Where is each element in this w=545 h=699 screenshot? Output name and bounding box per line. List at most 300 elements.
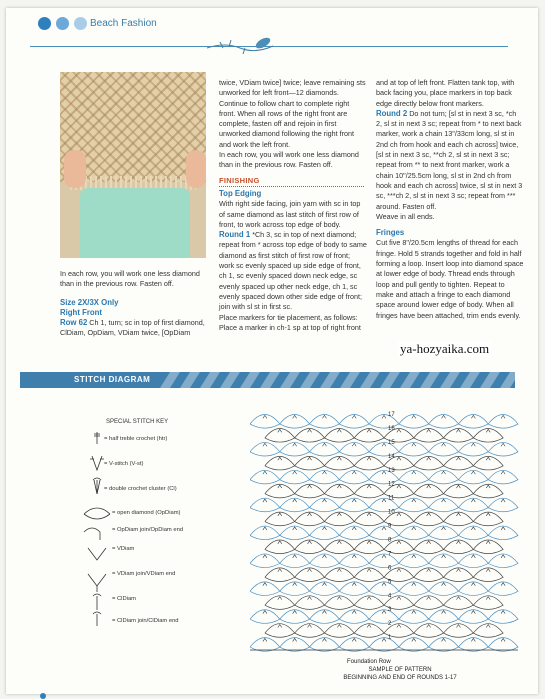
diagram-diamond — [488, 554, 518, 568]
diagram-diamond — [310, 470, 340, 484]
diagram-diamond — [250, 582, 280, 596]
diagram-stitch-mark — [427, 597, 431, 600]
diagram-stitch-mark — [427, 457, 431, 460]
diagram-diamond — [339, 554, 369, 568]
row-number-10: 10 — [388, 509, 395, 516]
diagram-stitch-mark — [471, 471, 475, 474]
diagram-stitch-mark — [442, 415, 446, 418]
diagram-stitch-mark — [337, 513, 341, 516]
sample-line-1: SAMPLE OF PATTERN — [368, 667, 432, 673]
diagram-stitch-mark — [293, 555, 297, 558]
diagram-diamond — [280, 554, 310, 568]
row-number-6: 6 — [388, 565, 392, 572]
col2-p3: In each row, you will work one less diamond than in the previous row. Fasten off. — [219, 150, 359, 170]
sample-line-2: BEGINNING AND END OF ROUNDS 1-17 — [343, 675, 457, 681]
diagram-stitch-mark — [293, 499, 297, 502]
diagram-diamond — [414, 596, 444, 610]
diagram-stitch-mark — [501, 499, 505, 502]
diagram-diamond — [369, 638, 399, 652]
diagram-stitch-mark — [293, 638, 297, 641]
row-number-11: 11 — [388, 495, 395, 502]
diagram-diamond — [444, 428, 474, 442]
diagram-stitch-mark — [308, 513, 312, 516]
diagram-stitch-mark — [382, 611, 386, 614]
diagram-stitch-mark — [471, 583, 475, 586]
diagram-stitch-mark — [367, 625, 371, 628]
diagram-stitch-mark — [471, 499, 475, 502]
diagram-stitch-mark — [278, 429, 282, 432]
round-2-text: Do not turn; [sl st in next 3 sc, *ch 2, sl st in next 3 sc; repeat from * to next back marker, work a chain 13"/33cm long, sl st in 2nd ch from hook and each ch across] twice, [sl st in next 3 sc, **ch 2, sl st in next 3 sc; repeat from ** to next front marker, work a chain 10"/25.5cm long, sl st in 2nd ch from hook and each ch across] twice, sl st in next 3 sc, ***ch 2, sl st in next 3 sc; repeat from *** around. Fasten off. — [376, 108, 523, 211]
diagram-stitch-mark — [456, 513, 460, 516]
row-number-15: 15 — [388, 439, 395, 446]
diagram-stitch-mark — [278, 485, 282, 488]
header-dot-1 — [38, 17, 51, 30]
row-number-12: 12 — [388, 481, 395, 488]
diagram-diamond — [369, 582, 399, 596]
diagram-diamond — [429, 415, 459, 429]
diagram-stitch-mark — [367, 485, 371, 488]
diagram-stitch-mark — [442, 611, 446, 614]
diagram-diamond — [265, 624, 295, 638]
key-htr: = half treble crochet (htr) — [104, 436, 168, 442]
diagram-stitch-mark — [367, 597, 371, 600]
diagram-stitch-mark — [382, 638, 386, 641]
diagram-diamond — [250, 498, 280, 512]
diagram-diamond — [250, 415, 280, 429]
diagram-diamond — [310, 498, 340, 512]
col3-p3: Cut five 8"/20.5cm lengths of thread for each fringe. Hold 5 strands together and fold in half forming a loop. Insert loop into diamond space at lower edge of body. Thread ends through loop and pull gently to tighten. Repeat to make and attach a fringe to each diamond space around lower edge of body. When all fringes have been attached, trim ends evenly. — [376, 238, 524, 320]
fringes-heading: Fringes — [376, 228, 405, 238]
diagram-diamond — [488, 442, 518, 456]
diagram-diamond — [324, 568, 354, 582]
diagram-diamond — [473, 540, 503, 554]
diagram-diamond — [444, 624, 474, 638]
diagram-stitch-mark — [263, 555, 267, 558]
foundation-label: Foundation Row — [347, 659, 391, 665]
diagram-stitch-mark — [293, 583, 297, 586]
diagram-diamond — [458, 638, 488, 652]
diagram-diamond — [339, 582, 369, 596]
column-2 — [219, 78, 367, 333]
diagram-diamond — [458, 415, 488, 429]
seaweed-ornament-icon — [205, 36, 275, 58]
col2-p1: twice, VDiam twice] twice; leave remaining sts unworked for left front—12 diamonds. — [219, 78, 366, 98]
diagram-diamond — [429, 442, 459, 456]
finishing-heading: FINISHING — [219, 175, 260, 185]
diagram-diamond — [354, 624, 384, 638]
diagram-diamond — [399, 610, 429, 624]
diagram-diamond — [429, 498, 459, 512]
diagram-stitch-mark — [486, 569, 490, 572]
diagram-stitch-mark — [486, 597, 490, 600]
diagram-diamond — [399, 582, 429, 596]
diagram-stitch-mark — [352, 583, 356, 586]
diagram-stitch-mark — [352, 471, 356, 474]
diagram-stitch-mark — [322, 555, 326, 558]
diagram-diamond — [458, 554, 488, 568]
diagram-diamond — [473, 428, 503, 442]
diagram-stitch-mark — [486, 485, 490, 488]
diagram-diamond — [399, 498, 429, 512]
diagram-stitch-mark — [337, 457, 341, 460]
diagram-diamond — [399, 638, 429, 652]
row-number-8: 8 — [388, 537, 392, 544]
diagram-stitch-mark — [322, 471, 326, 474]
diagram-diamond — [458, 582, 488, 596]
key-vst: = V-stitch (V-st) — [104, 461, 144, 467]
diagram-stitch-mark — [501, 583, 505, 586]
stitch-chart — [250, 404, 520, 654]
row-number-7: 7 — [388, 551, 392, 558]
diagram-stitch-mark — [322, 611, 326, 614]
diagram-stitch-mark — [412, 555, 416, 558]
diagram-diamond — [324, 456, 354, 470]
diagram-diamond — [458, 470, 488, 484]
diagram-diamond — [339, 470, 369, 484]
diagram-diamond — [310, 415, 340, 429]
diagram-diamond — [414, 512, 444, 526]
diagram-stitch-mark — [337, 485, 341, 488]
diagram-diamond — [295, 568, 325, 582]
diagram-diamond — [339, 610, 369, 624]
diagram-diamond — [458, 610, 488, 624]
diagram-stitch-mark — [501, 527, 505, 530]
diagram-stitch-mark — [456, 457, 460, 460]
diagram-stitch-mark — [456, 485, 460, 488]
diagram-stitch-mark — [382, 583, 386, 586]
diagram-diamond — [265, 568, 295, 582]
size-heading: Size 2X/3X Only — [60, 297, 119, 307]
diagram-stitch-mark — [501, 555, 505, 558]
diagram-diamond — [295, 456, 325, 470]
diagram-diamond — [324, 624, 354, 638]
diagram-stitch-mark — [308, 541, 312, 544]
diagram-stitch-mark — [427, 625, 431, 628]
row-number-9: 9 — [388, 523, 392, 530]
key-title: SPECIAL STITCH KEY — [106, 419, 169, 425]
diagram-stitch-mark — [412, 471, 416, 474]
diagram-stitch-mark — [263, 499, 267, 502]
diagram-stitch-mark — [397, 485, 401, 488]
diagram-stitch-mark — [278, 513, 282, 516]
row-number-17: 17 — [388, 412, 395, 418]
diagram-diamond — [444, 540, 474, 554]
diagram-stitch-mark — [352, 555, 356, 558]
diagram-diamond — [414, 484, 444, 498]
diagram-diamond — [324, 540, 354, 554]
diagram-stitch-mark — [322, 415, 326, 418]
diagram-stitch-mark — [486, 541, 490, 544]
right-front-heading: Right Front — [60, 307, 103, 317]
diagram-diamond — [250, 526, 280, 540]
diagram-stitch-mark — [263, 611, 267, 614]
diagram-diamond — [280, 582, 310, 596]
diagram-diamond — [399, 442, 429, 456]
diagram-stitch-mark — [427, 541, 431, 544]
diagram-diamond — [488, 470, 518, 484]
diagram-stitch-mark — [322, 443, 326, 446]
diagram-diamond — [369, 523, 399, 540]
row-number-2: 2 — [388, 621, 392, 628]
col3-p2: Weave in all ends. — [376, 211, 435, 221]
diagram-diamond — [488, 498, 518, 512]
diagram-stitch-mark — [486, 457, 490, 460]
diagram-stitch-mark — [263, 583, 267, 586]
finishing-rule — [219, 176, 364, 187]
diagram-diamond — [429, 638, 459, 652]
diagram-stitch-mark — [442, 499, 446, 502]
diagram-stitch-mark — [471, 527, 475, 530]
key-opdiam-join: = OpDiam join/OpDiam end — [112, 527, 184, 533]
diagram-stitch-mark — [352, 527, 356, 530]
diagram-stitch-mark — [427, 429, 431, 432]
diagram-diamond — [250, 442, 280, 456]
diagram-stitch-mark — [412, 443, 416, 446]
diagram-stitch-mark — [501, 471, 505, 474]
diagram-stitch-mark — [337, 429, 341, 432]
diagram-diamond — [354, 428, 384, 442]
diagram-stitch-mark — [352, 415, 356, 418]
row-number-4: 4 — [388, 593, 392, 600]
row-number-14: 14 — [388, 453, 395, 460]
diagram-stitch-mark — [293, 443, 297, 446]
diagram-stitch-mark — [397, 513, 401, 516]
diagram-diamond — [295, 428, 325, 442]
diagram-stitch-mark — [263, 443, 267, 446]
diagram-stitch-mark — [293, 415, 297, 418]
key-opdiam: = open diamond (OpDiam) — [112, 510, 181, 516]
diagram-stitch-mark — [397, 541, 401, 544]
diagram-stitch-mark — [322, 638, 326, 641]
row-62-label: Row 62 — [60, 318, 88, 328]
diagram-diamond — [280, 442, 310, 456]
diagram-stitch-mark — [486, 625, 490, 628]
diagram-diamond — [354, 512, 384, 526]
diagram-stitch-mark — [442, 443, 446, 446]
col1-intro: In each row, you will work one less diamond than in the previous row. Fasten off. — [60, 269, 200, 289]
header-dot-3 — [74, 17, 87, 30]
diagram-stitch-mark — [278, 625, 282, 628]
diagram-stitch-mark — [382, 555, 386, 558]
diagram-stitch-mark — [427, 513, 431, 516]
diagram-diamond — [354, 484, 384, 498]
diagram-stitch-mark — [367, 513, 371, 516]
diagram-stitch-mark — [442, 638, 446, 641]
diagram-stitch-mark — [471, 415, 475, 418]
diagram-diamond — [414, 456, 444, 470]
row-number-1: 1 — [388, 635, 392, 642]
diagram-diamond — [310, 610, 340, 624]
diagram-diamond — [310, 442, 340, 456]
round-1-text: *Ch 3, sc in top of next diamond; repeat from * across top edge of body to same diamond as first stitch of first row of front; work sc evenly spaced up side edge of front, ch 1, sc evenly spaced down neck edge, sc evenly spaced up other neck edge, ch 1, sc evenly spaced down other side edge of front; join with sl st in first sc. — [219, 230, 367, 312]
diagram-stitch-mark — [412, 527, 416, 530]
diagram-diamond — [473, 484, 503, 498]
section-title: Beach Fashion — [90, 18, 157, 29]
stitch-key-symbols — [82, 428, 112, 628]
diagram-diamond — [354, 456, 384, 470]
diagram-diamond — [250, 470, 280, 484]
diagram-diamond — [265, 540, 295, 554]
diagram-diamond — [369, 610, 399, 624]
diagram-stitch-mark — [397, 569, 401, 572]
diagram-stitch-mark — [471, 443, 475, 446]
diagram-stitch-mark — [412, 583, 416, 586]
col2-p4: With right side facing, join yarn with sc in top of same diamond as last stitch of first row of front, to work across top edge of body. — [219, 199, 361, 229]
diagram-diamond — [429, 554, 459, 568]
diagram-stitch-mark — [337, 625, 341, 628]
diagram-stitch-mark — [263, 638, 267, 641]
col2-p2: Continue to follow chart to complete right front. When all rows of the right front are complete, fasten off and rejoin in first unworked diamond following the right front and work the left front. — [219, 98, 355, 149]
diagram-stitch-mark — [456, 541, 460, 544]
col3-p1: and at top of left front. Flatten tank top, with back facing you, place markers in top back edge directly below front markers. — [376, 78, 515, 108]
diagram-stitch-mark — [382, 471, 386, 474]
diagram-diamond — [369, 554, 399, 568]
diagram-diamond — [295, 512, 325, 526]
diagram-diamond — [280, 498, 310, 512]
diagram-diamond — [458, 526, 488, 540]
diagram-diamond — [310, 638, 340, 652]
diagram-stitch-mark — [412, 611, 416, 614]
key-cl: = double crochet cluster (Cl) — [104, 486, 177, 492]
model-photo — [60, 72, 206, 258]
diagram-diamond — [488, 526, 518, 540]
diagram-diamond — [488, 415, 518, 429]
diagram-stitch-mark — [486, 429, 490, 432]
diagram-stitch-mark — [397, 429, 401, 432]
diagram-diamond — [324, 512, 354, 526]
diagram-stitch-mark — [263, 471, 267, 474]
diagram-stitch-mark — [278, 457, 282, 460]
diagram-stitch-mark — [442, 471, 446, 474]
diagram-diamond — [265, 456, 295, 470]
key-cldiam: = ClDiam — [112, 596, 136, 602]
diagram-stitch-mark — [293, 611, 297, 614]
diagram-diamond — [265, 596, 295, 610]
diagram-diamond — [488, 638, 518, 652]
diagram-diamond — [339, 415, 369, 429]
row-number-13: 13 — [388, 467, 395, 474]
diagram-stitch-mark — [322, 583, 326, 586]
diagram-diamond — [399, 526, 429, 540]
diagram-diamond — [444, 456, 474, 470]
diagram-stitch-mark — [397, 457, 401, 460]
diagram-stitch-mark — [308, 429, 312, 432]
diagram-diamond — [458, 442, 488, 456]
diagram-stitch-mark — [308, 569, 312, 572]
diagram-diamond — [339, 498, 369, 512]
diagram-stitch-mark — [263, 415, 267, 418]
watermark: ya-hozyaika.com — [400, 341, 490, 356]
column-3 — [376, 78, 524, 321]
stitch-diagram-title: STITCH DIAGRAM — [74, 375, 151, 384]
diagram-stitch-mark — [352, 499, 356, 502]
diagram-stitch-mark — [397, 625, 401, 628]
diagram-diamond — [488, 610, 518, 624]
diagram-stitch-mark — [352, 611, 356, 614]
diagram-stitch-mark — [263, 527, 267, 530]
diagram-stitch-mark — [471, 555, 475, 558]
diagram-diamond — [444, 596, 474, 610]
diagram-diamond — [399, 415, 429, 429]
diagram-diamond — [354, 596, 384, 610]
diagram-stitch-mark — [471, 611, 475, 614]
diagram-diamond — [250, 554, 280, 568]
diagram-diamond — [473, 456, 503, 470]
diagram-diamond — [310, 554, 340, 568]
diagram-diamond — [324, 484, 354, 498]
diagram-stitch-mark — [367, 541, 371, 544]
diagram-stitch-mark — [442, 583, 446, 586]
diagram-stitch-mark — [427, 569, 431, 572]
key-vdiam-join: = VDiam join/VDiam end — [112, 571, 176, 577]
diagram-diamond — [310, 526, 340, 540]
round-2-label: Round 2 — [376, 108, 408, 118]
diagram-stitch-mark — [456, 429, 460, 432]
diagram-stitch-mark — [382, 499, 386, 502]
diagram-diamond — [429, 526, 459, 540]
diagram-diamond — [473, 512, 503, 526]
col2-p5: Place markers for tie placement, as follows: Place a marker in ch-1 sp at top of right front — [219, 312, 361, 332]
diagram-stitch-mark — [293, 527, 297, 530]
diagram-stitch-mark — [367, 457, 371, 460]
diagram-stitch-mark — [501, 638, 505, 641]
diagram-stitch-mark — [382, 527, 386, 530]
diagram-stitch-mark — [293, 471, 297, 474]
diagram-diamond — [280, 470, 310, 484]
diagram-diamond — [295, 596, 325, 610]
diagram-diamond — [399, 554, 429, 568]
diagram-diamond — [295, 624, 325, 638]
diagram-stitch-mark — [382, 415, 386, 418]
diagram-diamond — [250, 638, 280, 652]
diagram-stitch-mark — [456, 597, 460, 600]
diagram-stitch-mark — [322, 499, 326, 502]
diagram-stitch-mark — [412, 638, 416, 641]
diagram-diamond — [280, 638, 310, 652]
diagram-stitch-mark — [412, 415, 416, 418]
diagram-stitch-mark — [397, 597, 401, 600]
key-vdiam: = VDiam — [112, 546, 135, 552]
diagram-diamond — [280, 526, 310, 540]
diagram-stitch-mark — [352, 443, 356, 446]
diagram-stitch-mark — [501, 415, 505, 418]
diagram-stitch-mark — [308, 457, 312, 460]
diagram-diamond — [414, 540, 444, 554]
diagram-diamond — [429, 582, 459, 596]
diagram-diamond — [414, 624, 444, 638]
diagram-stitch-mark — [278, 569, 282, 572]
diagram-diamond — [429, 610, 459, 624]
diagram-stitch-mark — [352, 638, 356, 641]
diagram-diamond — [280, 415, 310, 429]
diagram-stitch-mark — [367, 429, 371, 432]
diagram-diamond — [444, 568, 474, 582]
diagram-diamond — [295, 484, 325, 498]
diagram-stitch-mark — [442, 527, 446, 530]
diagram-stitch-mark — [456, 625, 460, 628]
row-number-3: 3 — [388, 607, 392, 614]
diagram-stitch-mark — [308, 625, 312, 628]
diagram-stitch-mark — [442, 555, 446, 558]
diagram-diamond — [265, 512, 295, 526]
diagram-stitch-mark — [278, 541, 282, 544]
page-corner-dot — [40, 693, 46, 699]
diagram-diamond — [295, 540, 325, 554]
diagram-stitch-mark — [501, 443, 505, 446]
diagram-stitch-mark — [367, 569, 371, 572]
diagram-stitch-mark — [427, 485, 431, 488]
diagram-diamond — [354, 568, 384, 582]
